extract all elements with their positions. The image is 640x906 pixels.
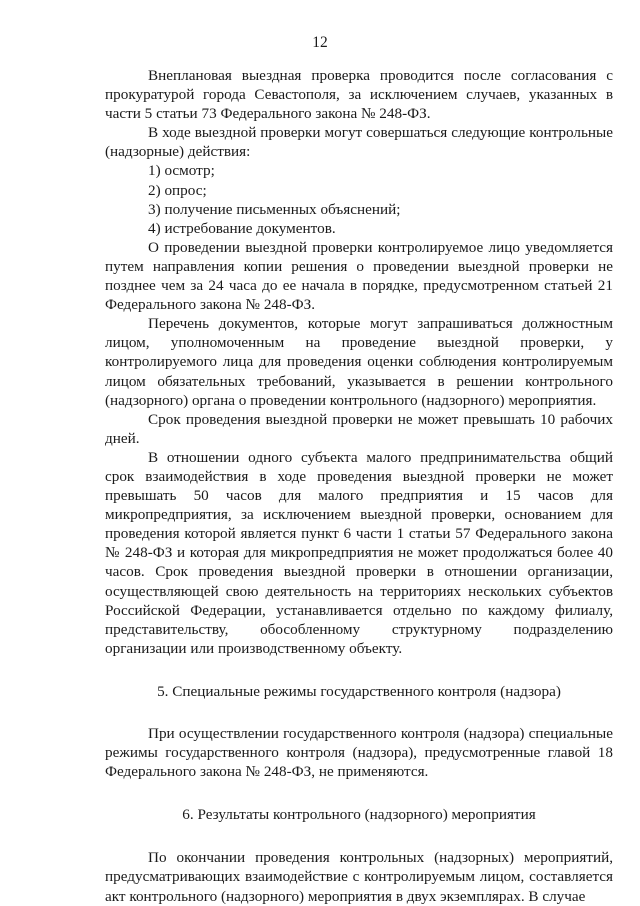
section-5-heading: 5. Специальные режимы государственного контроля (надзора): [157, 682, 561, 700]
paragraph-notification: О проведении выездной проверки контролируемое лицо уведомляется путем направления копии решения о проведении выездной проверки не позднее чем за 24 часа до ее начала в порядке, предусмотренном статьей 21 Федерального закона № 248-ФЗ.: [105, 238, 613, 314]
paragraph-inspection-term: Срок проведения выездной проверки не может превышать 10 рабочих дней.: [105, 410, 613, 447]
list-item: 4) истребование документов.: [148, 219, 336, 237]
section-6-heading: 6. Результаты контрольного (надзорного) мероприятия: [182, 806, 536, 824]
paragraph-results: По окончании проведения контрольных (надзорных) мероприятий, предусматривающих взаимодействие с контролируемым лицом, составляется акт контрольного (надзорного) мероприятия в двух экземплярах. В случае: [105, 849, 613, 905]
list-item: 2) опрос;: [148, 181, 207, 199]
paragraph-control-actions-intro: В ходе выездной проверки могут совершаться следующие контрольные (надзорные) действия:: [105, 124, 613, 161]
paragraph-unscheduled-inspection: Внеплановая выездная проверка проводится после согласования с прокуратурой города Севастополя, за исключением случаев, указанных в части 5 статьи 73 Федерального закона № 248-ФЗ.: [105, 67, 613, 123]
list-item: 3) получение письменных объяснений;: [148, 200, 401, 218]
list-item: 1) осмотр;: [148, 162, 215, 180]
paragraph-interaction-term: В отношении одного субъекта малого предпринимательства общий срок взаимодействия в ходе проведения выездной проверки не может превышать 50 часов для малого предприятия и 15 часов для микропредприятия, за исключением выездной проверки, основанием для проведения которой является пункт 6 части 1 статьи 57 Федерального закона № 248-ФЗ и которая для микропредприятия не может продолжаться более 40 часов. Срок проведения выездной проверки в отношении организации, осуществляющей свою деятельность на территориях нескольких субъектов Российской Федерации, устанавливается отдельно по каждому филиалу, представительству, обособленному структурному подразделению организации или производственному объекту.: [105, 448, 613, 657]
document-body: [105, 66, 613, 906]
page-number: 12: [312, 34, 328, 51]
paragraph-special-regimes: При осуществлении государственного контроля (надзора) специальные режимы государственного контроля (надзора), предусмотренные главой 18 Федерального закона № 248-ФЗ, не применяются.: [105, 725, 613, 781]
paragraph-documents-list: Перечень документов, которые могут запрашиваться должностным лицом, уполномоченным на проведение выездной проверки, у контролируемого лица для проведения оценки соблюдения контролируемым лицом обязательных требований, указывается в решении контрольного (надзорного) органа о проведении контрольного (надзорного) мероприятия.: [105, 315, 613, 409]
